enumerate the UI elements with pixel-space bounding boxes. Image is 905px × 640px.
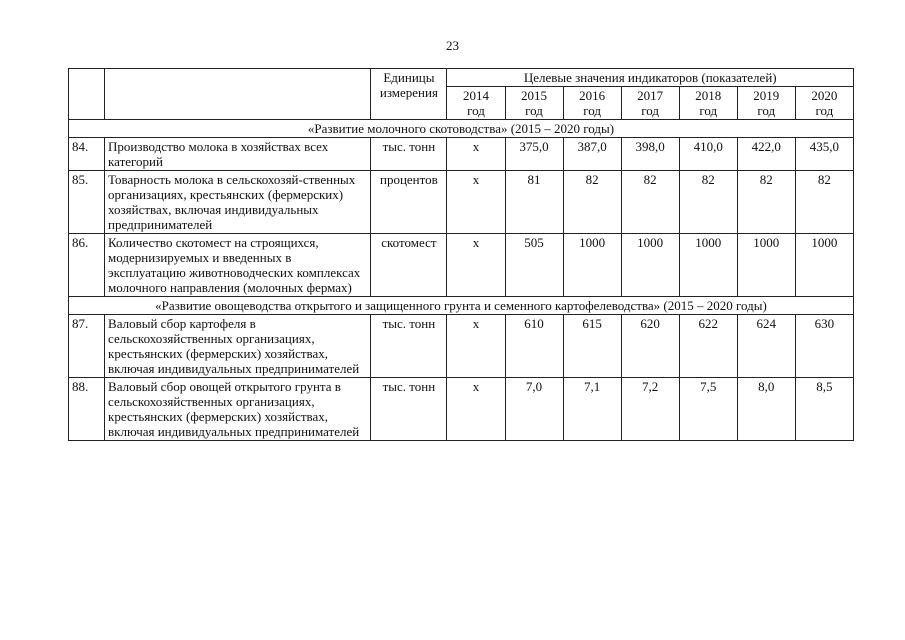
value-cell: х [447,378,505,441]
year-label: 2015 [521,88,548,103]
value-cell: 622 [679,315,737,378]
page-number: 23 [446,38,459,53]
value-cell: 624 [737,315,795,378]
row-number: 84. [69,138,105,171]
section-title: «Развитие молочного скотоводства» (2015 – 2020 годы) [69,120,854,138]
year-label: 2014 [462,88,489,103]
value-cell: х [447,234,505,297]
value-cell: 82 [563,171,621,234]
value-cell: 505 [505,234,563,297]
row-number: 88. [69,378,105,441]
table-row [69,138,854,171]
indicator-name: Количество скотомест на строящихся, модернизируемых и введенных в эксплуатацию животноводческих комплексах молочного направления (молочных фермах) [105,234,371,297]
value-cell: 8,5 [795,378,853,441]
indicator-name: Товарность молока в сельскохозяй-ственных организациях, крестьянских (фермерских) хозяйствах, включая индивидуальных предпринимателей [105,171,371,234]
value-cell: 375,0 [505,138,563,171]
header-num-cell [69,69,105,120]
header-name-cell [105,69,371,120]
value-cell: 7,2 [621,378,679,441]
unit-cell: тыс. тонн [371,378,447,441]
header-year-2019 [737,87,795,120]
section-row [69,120,854,138]
value-cell: 82 [621,171,679,234]
value-cell: 422,0 [737,138,795,171]
year-suffix: год [525,103,543,118]
value-cell: 387,0 [563,138,621,171]
value-cell: 610 [505,315,563,378]
header-year-2015 [505,87,563,120]
year-suffix: год [641,103,660,118]
table-row [69,315,854,378]
unit-cell: тыс. тонн [371,315,447,378]
value-cell: 1000 [621,234,679,297]
value-cell: 82 [679,171,737,234]
value-cell: 1000 [737,234,795,297]
header-target-cell: Целевые значения индикаторов (показателей) [447,69,854,87]
year-label: 2019 [753,88,780,103]
header-year-2016 [563,87,621,120]
indicator-name: Валовый сбор картофеля в сельскохозяйственных организациях, крестьянских (фермерских) хозяйствах, включая индивидуальных предпринимателей [105,315,371,378]
value-cell: х [447,138,505,171]
value-cell: 8,0 [737,378,795,441]
unit-cell: тыс. тонн [371,138,447,171]
row-number: 86. [69,234,105,297]
indicator-name: Валовый сбор овощей открытого грунта в сельскохозяйственных организациях, крестьянских (фермерских) хозяйствах, включая индивидуальных предпринимателей [105,378,371,441]
value-cell: 1000 [679,234,737,297]
value-cell: 620 [621,315,679,378]
value-cell: х [447,315,505,378]
table-row [69,234,854,297]
value-cell: 435,0 [795,138,853,171]
header-unit-cell: Единицы измерения [371,69,447,120]
value-cell: 82 [737,171,795,234]
year-label: 2018 [695,88,722,103]
table-row [69,171,854,234]
header-year-2014 [447,87,505,120]
header-year-2018 [679,87,737,120]
year-suffix: год [815,103,834,118]
row-number: 85. [69,171,105,234]
value-cell: 7,0 [505,378,563,441]
year-label: 2016 [579,88,606,103]
unit-cell: процентов [371,171,447,234]
value-cell: 82 [795,171,853,234]
year-suffix: год [699,103,718,118]
year-suffix: год [583,103,601,118]
value-cell: 1000 [563,234,621,297]
value-cell: 630 [795,315,853,378]
table-body [69,69,854,441]
unit-cell: скотомест [371,234,447,297]
value-cell: 615 [563,315,621,378]
value-cell: 7,1 [563,378,621,441]
year-suffix: год [757,103,776,118]
year-label: 2017 [637,88,664,103]
section-row [69,297,854,315]
value-cell: х [447,171,505,234]
indicators-table [68,68,854,441]
table-row [69,378,854,441]
row-number: 87. [69,315,105,378]
header-year-2020 [795,87,853,120]
value-cell: 7,5 [679,378,737,441]
value-cell: 1000 [795,234,853,297]
value-cell: 410,0 [679,138,737,171]
section-title: «Развитие овощеводства открытого и защищенного грунта и семенного картофелеводства» (2015 – 2020 годы) [69,297,854,315]
indicator-name: Производство молока в хозяйствах всех категорий [105,138,371,171]
year-suffix: год [467,103,485,118]
header-year-2017 [621,87,679,120]
header-row-top [69,69,854,87]
value-cell: 81 [505,171,563,234]
value-cell: 398,0 [621,138,679,171]
year-label: 2020 [811,88,838,103]
